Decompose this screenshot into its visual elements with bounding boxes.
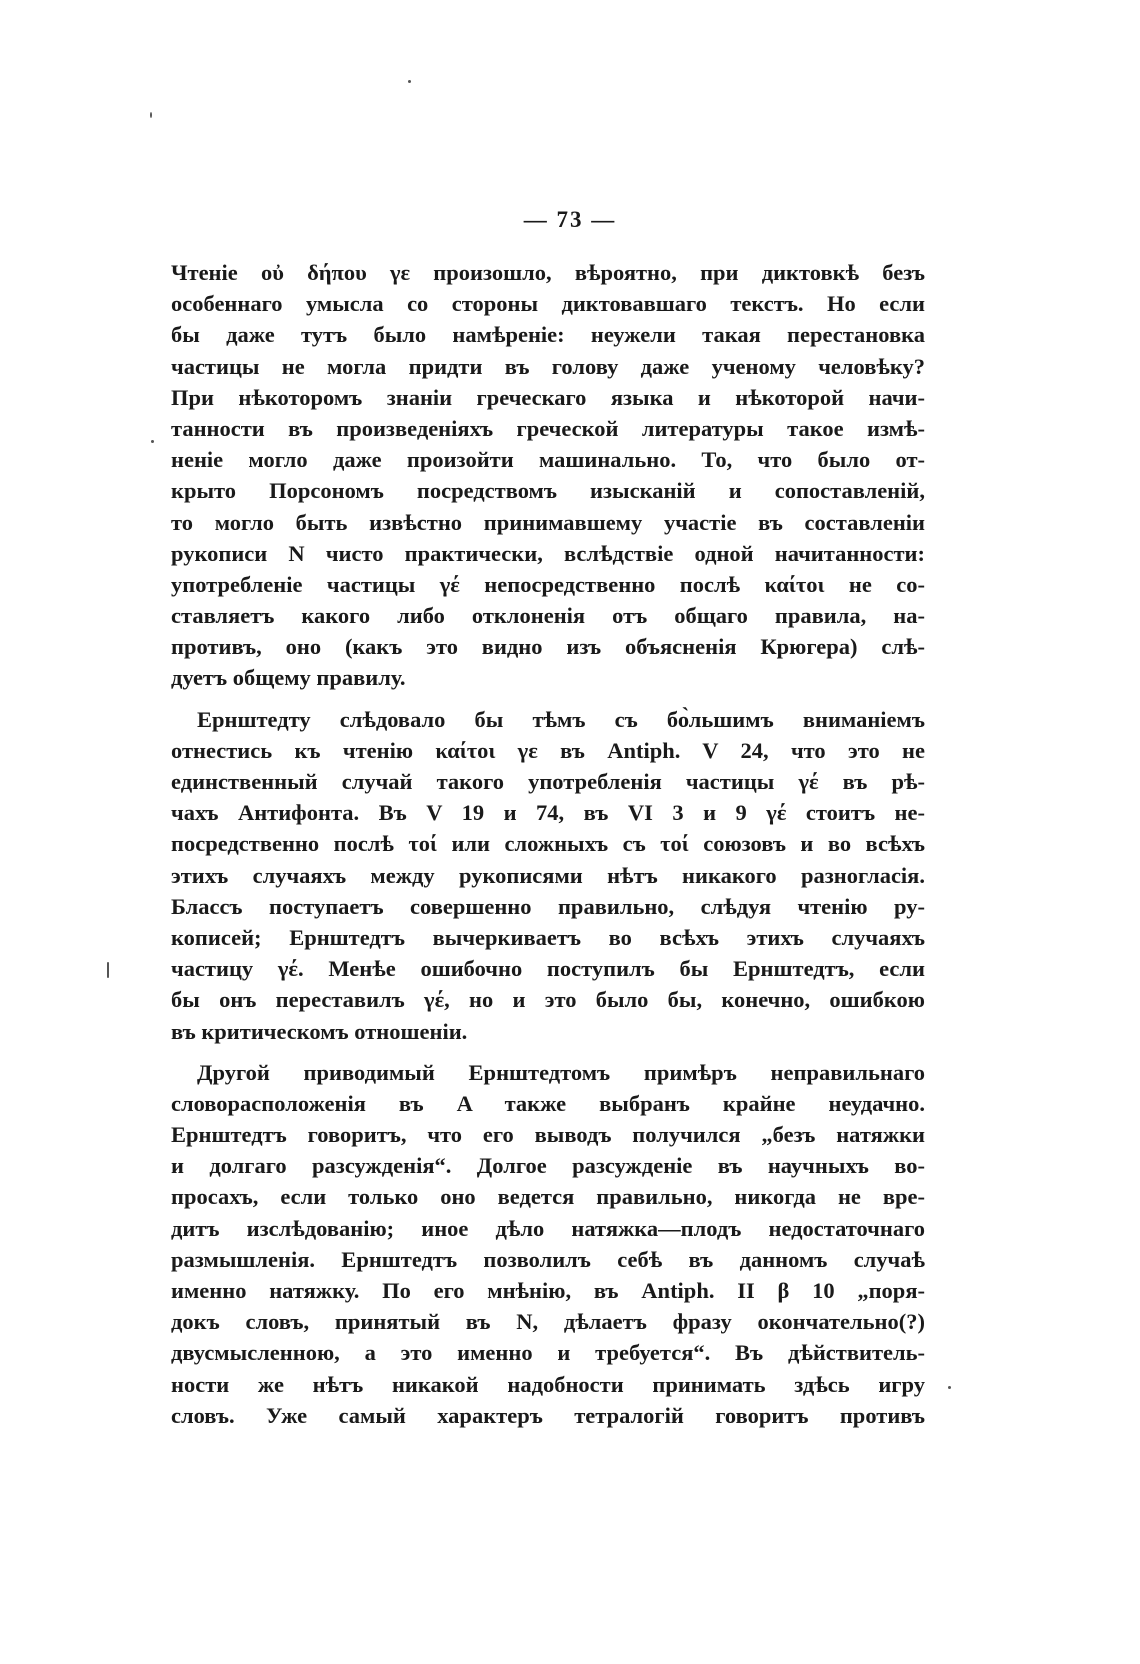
text-line: танности въ произведеніяхъ греческой литературы такое измѣ-	[171, 415, 925, 441]
text-line: особеннаго умысла со стороны диктовавшаго текстъ. Но если	[171, 291, 925, 317]
text-line: дуетъ общему правилу.	[171, 665, 406, 691]
text-line: неніе могло даже произойти машинально. То, что было от-	[171, 447, 925, 473]
text-line: кописей; Ернштедтъ вычеркиваетъ во всѣхъ этихъ случаяхъ	[171, 924, 925, 950]
text-line: докъ словъ, принятый въ N, дѣлаетъ фразу окончательно(?)	[171, 1309, 925, 1335]
text-line: размышленія. Ернштедтъ позволилъ себѣ въ данномъ случаѣ	[171, 1246, 925, 1272]
text-line: именно натяжку. По его мнѣнію, въ Antiph. II β 10 „поря-	[171, 1278, 925, 1303]
paragraph-gap	[171, 1047, 925, 1057]
body-text	[171, 257, 925, 1431]
text-line: словъ. Уже самый характеръ тетралогій говоритъ противъ	[171, 1402, 925, 1428]
scan-speck	[408, 80, 411, 83]
scan-speck	[107, 962, 109, 978]
text-line: этихъ случаяхъ между рукописями нѣтъ никакого разногласія.	[171, 862, 925, 888]
text-line: и долгаго разсужденія“. Долгое разсужденіе въ научныхъ во-	[171, 1153, 925, 1179]
text-line: единственный случай такого употребленія частицы γέ въ рѣ-	[171, 769, 925, 794]
scan-speck	[151, 440, 154, 443]
text-line: бы даже тутъ было намѣреніе: неужели такая перестановка	[171, 322, 925, 348]
text-line: частицы не могла придти въ голову даже ученому человѣку?	[171, 353, 925, 379]
text-line: ности же нѣтъ никакой надобности принимать здѣсь игру	[171, 1371, 925, 1397]
text-line: то могло быть извѣстно принимавшему участіе въ составленіи	[171, 509, 925, 535]
text-line: противъ, оно (какъ это видно изъ объясненія Крюгера) слѣ-	[171, 634, 925, 660]
text-line: Блассъ поступаетъ совершенно правильно, слѣдуя чтенію ру-	[171, 893, 925, 919]
text-line: Ернштедтъ говоритъ, что его выводъ получился „безъ натяжки	[171, 1122, 925, 1148]
text-line: употребленіе частицы γέ непосредственно послѣ καίτοι не со-	[171, 571, 925, 597]
text-line: крыто Порсономъ посредствомъ изысканій и сопоставленій,	[171, 478, 925, 504]
text-line: въ критическомъ отношеніи.	[171, 1018, 468, 1044]
text-line: дитъ изслѣдованію; иное дѣло натяжка—плодъ недостаточнаго	[171, 1215, 925, 1241]
paragraph-1	[171, 257, 925, 694]
text-line: ставляетъ какого либо отклоненія отъ общаго правила, на-	[171, 603, 925, 629]
text-line: Ернштедту слѣдовало бы тѣмъ съ бо̀льшимъ вниманіемъ	[197, 706, 925, 732]
page-number: — 73 —	[523, 207, 617, 232]
text-line: частицу γέ. Менѣе ошибочно поступилъ бы Ернштедтъ, если	[171, 956, 925, 982]
text-line: При нѣкоторомъ знаніи греческаго языка и нѣкоторой начи-	[171, 384, 925, 410]
text-line: рукописи N чисто практически, вслѣдствіе одной начитанности:	[171, 540, 925, 566]
text-line: бы онъ переставилъ γέ, но и это было бы, конечно, ошибкою	[171, 987, 925, 1013]
scan-speck	[150, 112, 152, 118]
paragraph-3	[171, 1057, 925, 1431]
text-line: двусмысленною, а это именно и требуется“. Въ дѣйствитель-	[171, 1340, 925, 1366]
text-line: просахъ, если только оно ведется правильно, никогда не вре-	[171, 1184, 925, 1210]
scan-speck	[948, 1386, 951, 1389]
text-line: отнестись къ чтенію καίτοι γε въ Antiph. V 24, что это не	[171, 737, 925, 763]
text-line: посредственно послѣ τοί или сложныхъ съ τοί союзовъ и во всѣхъ	[171, 831, 925, 857]
text-line: Другой приводимый Ернштедтомъ примѣръ неправильнаго	[197, 1059, 925, 1085]
text-line: словорасположенія въ A также выбранъ крайне неудачно.	[171, 1090, 925, 1116]
paragraph-2	[171, 704, 925, 1047]
text-line: чахъ Антифонта. Въ V 19 и 74, въ VI 3 и 9 γέ стоитъ не-	[171, 800, 925, 826]
paragraph-gap	[171, 694, 925, 704]
text-line: Чтеніе οὐ δήπου γε произошло, вѣроятно, при диктовкѣ безъ	[171, 260, 925, 285]
